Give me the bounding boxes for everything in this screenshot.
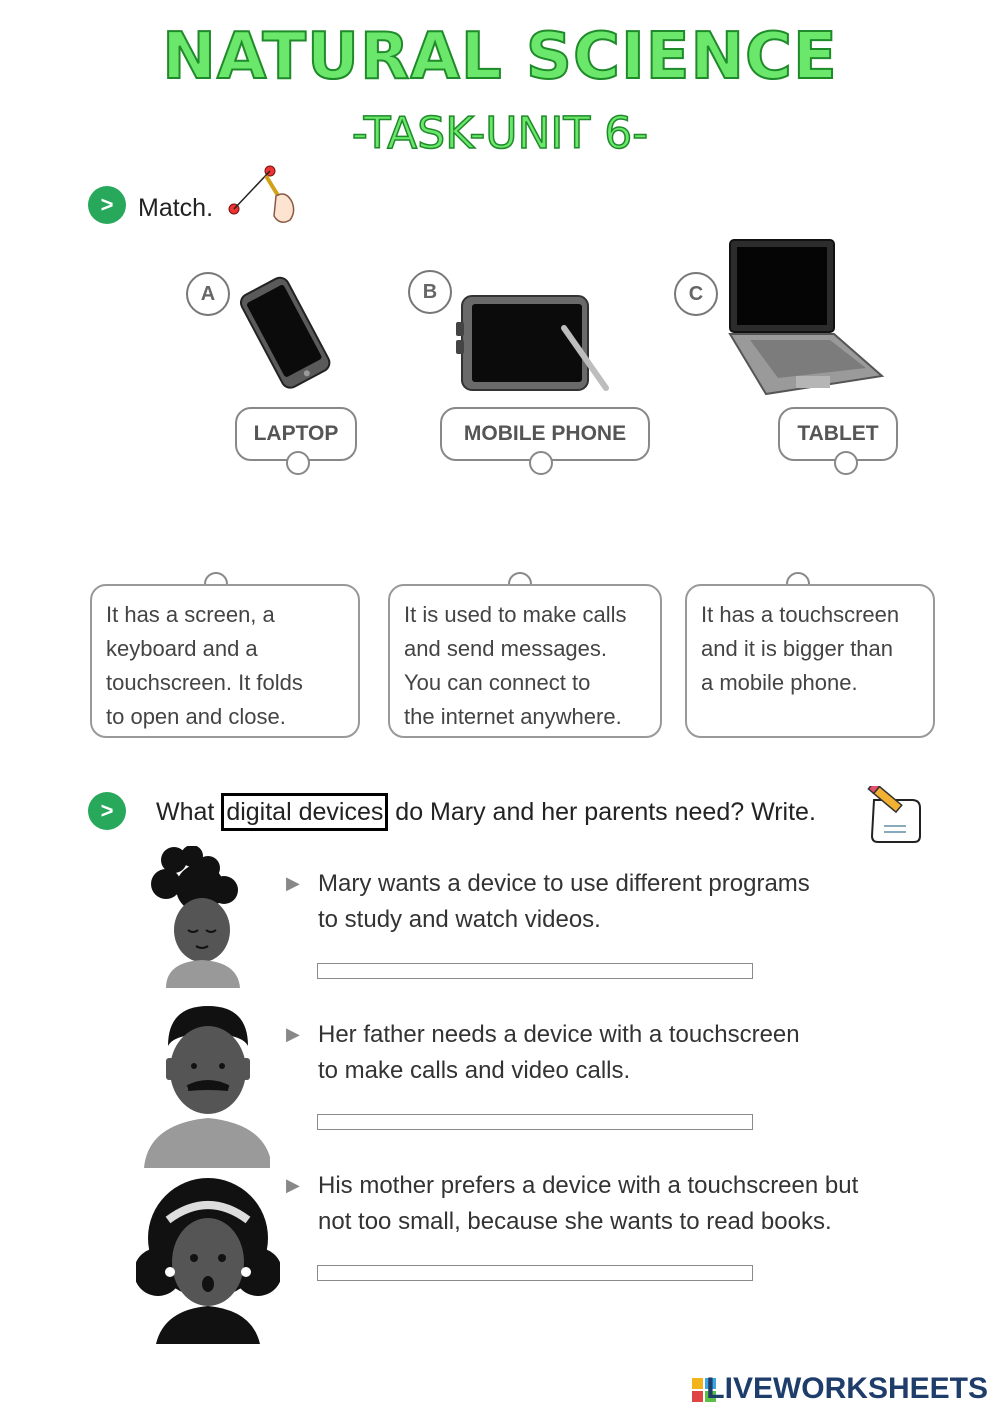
father-avatar bbox=[144, 1000, 270, 1168]
option-letter-a: A bbox=[186, 272, 230, 316]
match-dot-laptop[interactable] bbox=[286, 451, 310, 475]
liveworksheets-brand[interactable]: LIVEWORKSHEETS bbox=[706, 1372, 988, 1405]
question-end: do Mary and her parents need? Write. bbox=[395, 798, 816, 826]
item2-line1: Her father needs a device with a touchscreen bbox=[318, 1021, 800, 1048]
item2-text bbox=[318, 1017, 800, 1089]
bullet-triangle-icon: ▶ bbox=[286, 1175, 300, 1195]
desc1-line3: touchscreen. It folds bbox=[106, 670, 303, 695]
worksheet-subtitle: -TASK-UNIT 6- bbox=[351, 108, 649, 159]
option-letter-b: B bbox=[408, 270, 452, 314]
item3-text bbox=[318, 1168, 858, 1240]
desc1-line2: keyboard and a bbox=[106, 636, 258, 661]
desc2-line2: and send messages. bbox=[404, 636, 608, 661]
answer-input-mother[interactable] bbox=[317, 1265, 753, 1281]
laptop-image bbox=[726, 236, 886, 400]
desc3-line1: It has a touchscreen bbox=[701, 602, 900, 627]
match-instruction: Match. bbox=[138, 194, 214, 222]
bullet-triangle-icon: ▶ bbox=[286, 1024, 300, 1044]
writing-paper-icon bbox=[860, 786, 924, 844]
worksheet-title: NATURAL SCIENCE bbox=[162, 20, 838, 94]
answer-input-father[interactable] bbox=[317, 1114, 753, 1130]
description-box-1 bbox=[90, 584, 360, 738]
match-dot-tablet[interactable] bbox=[834, 451, 858, 475]
mother-avatar bbox=[136, 1176, 280, 1344]
question-start: What bbox=[156, 798, 215, 826]
word-box-tablet[interactable]: TABLET bbox=[778, 407, 898, 461]
desc3-line2: and it is bigger than bbox=[701, 636, 894, 661]
description-box-3 bbox=[685, 584, 935, 738]
item1-line2: to study and watch videos. bbox=[318, 906, 601, 933]
desc2-line3: You can connect to bbox=[404, 670, 591, 695]
desc3-line3: a mobile phone. bbox=[701, 670, 858, 695]
answer-input-mary[interactable] bbox=[317, 963, 753, 979]
section1-badge-icon: > bbox=[88, 186, 126, 224]
item1-line1: Mary wants a device to use different programs bbox=[318, 870, 810, 897]
description-box-2 bbox=[388, 584, 662, 738]
section2-badge-icon: > bbox=[88, 792, 126, 830]
tablet-image bbox=[454, 288, 614, 394]
item3-line2: not too small, because she wants to read books. bbox=[318, 1208, 832, 1235]
desc1-line1: It has a screen, a bbox=[106, 602, 275, 627]
bullet-triangle-icon: ▶ bbox=[286, 873, 300, 893]
match-dot-mobile-phone[interactable] bbox=[529, 451, 553, 475]
pencil-hand-icon bbox=[226, 162, 300, 228]
item2-line2: to make calls and video calls. bbox=[318, 1057, 631, 1084]
write-question bbox=[156, 798, 816, 827]
desc1-line4: to open and close. bbox=[106, 704, 286, 729]
word-box-mobile-phone[interactable]: MOBILE PHONE bbox=[440, 407, 650, 461]
girl-avatar bbox=[146, 846, 246, 988]
item1-text bbox=[318, 866, 810, 938]
desc2-line1: It is used to make calls bbox=[404, 602, 627, 627]
word-box-laptop[interactable]: LAPTOP bbox=[235, 407, 357, 461]
mobile-phone-image bbox=[232, 272, 342, 397]
item3-line1: His mother prefers a device with a touchscreen but bbox=[318, 1172, 859, 1199]
option-letter-c: C bbox=[674, 272, 718, 316]
question-highlight: digital devices bbox=[221, 793, 388, 831]
desc2-line4: the internet anywhere. bbox=[404, 704, 622, 729]
